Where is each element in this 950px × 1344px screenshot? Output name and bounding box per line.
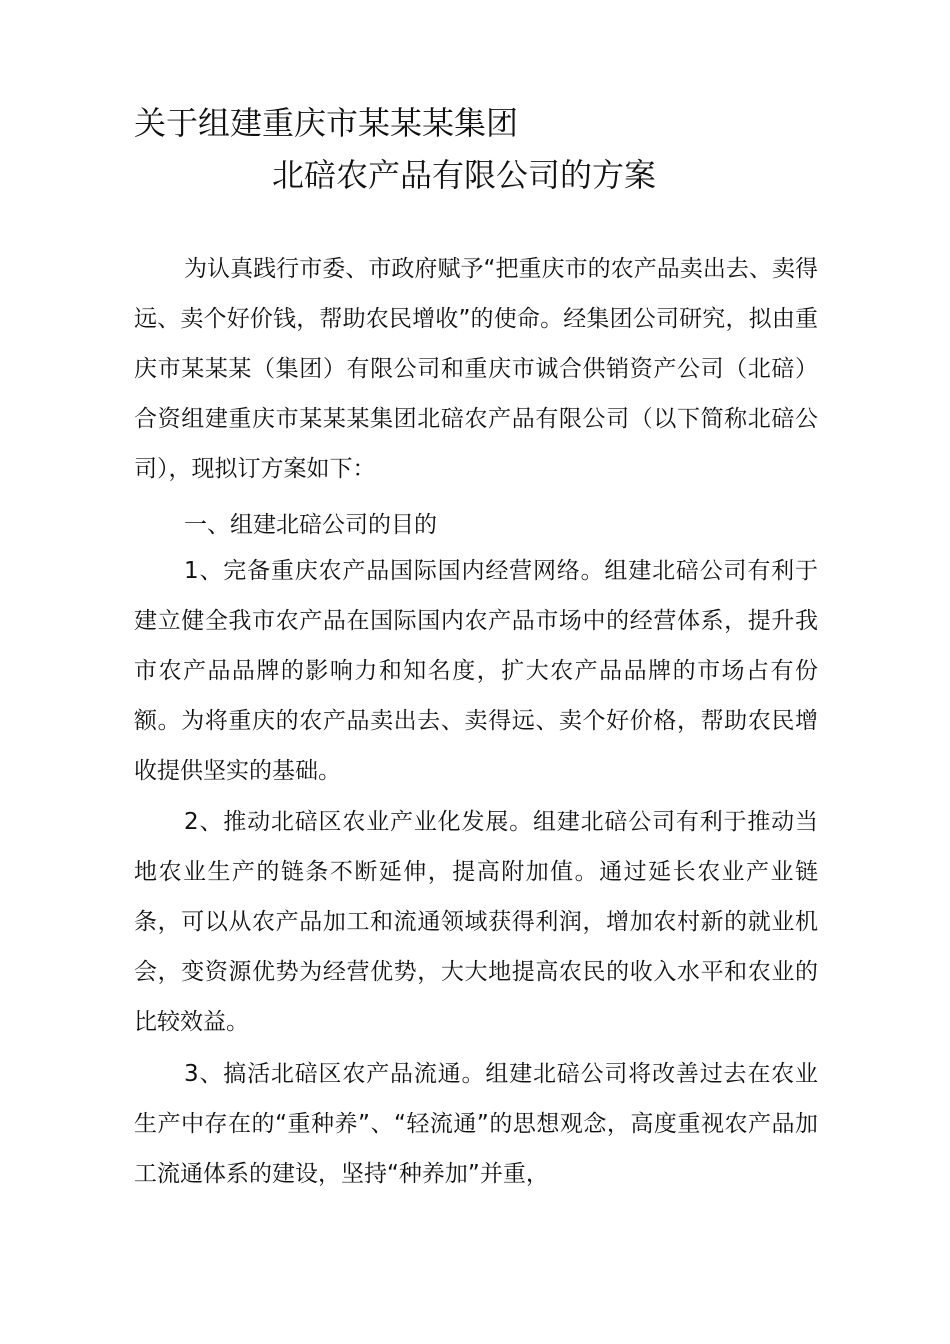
- document-title-line-1: 关于组建重庆市某某某集团: [134, 104, 519, 142]
- point-paragraph-2: 2、推动北碚区农业产业化发展。组建北碚公司有利于推动当地农业生产的链条不断延伸，提高附加值。通过延长农业产业链条，可以从农产品加工和流通领域获得利润，增加农村新的就业机会，变资源优势为经营优势，大大地提高农民的收入水平和农业的比较效益。: [134, 809, 818, 1035]
- document-title-line-2: 北碚农产品有限公司的方案: [272, 156, 657, 194]
- point-paragraph-1: 1、完备重庆农产品国际国内经营网络。组建北碚公司有利于建立健全我市农产品在国际国内农产品市场中的经营体系，提升我市农产品品牌的影响力和知名度，扩大农产品品牌的市场占有份额。为将重庆的农产品卖出去、卖得远、卖个好价格，帮助农民增收提供坚实的基础。: [134, 558, 818, 784]
- point-paragraph-3: 3、搞活北碚区农产品流通。组建北碚公司将改善过去在农业生产中存在的“重种养”、“轻流通”的思想观念，高度重视农产品加工流通体系的建设，坚持“种养加”并重，: [134, 1061, 818, 1187]
- intro-paragraph: 为认真践行市委、市政府赋予“把重庆市的农产品卖出去、卖得远、卖个好价钱，帮助农民增收”的使命。经集团公司研究，拟由重庆市某某某（集团）有限公司和重庆市诚合供销资产公司（北碚）合资组建重庆市某某某集团北碚农产品有限公司（以下简称北碚公司），现拟订方案如下：: [134, 256, 818, 482]
- section-heading: 一、组建北碚公司的目的: [184, 512, 437, 538]
